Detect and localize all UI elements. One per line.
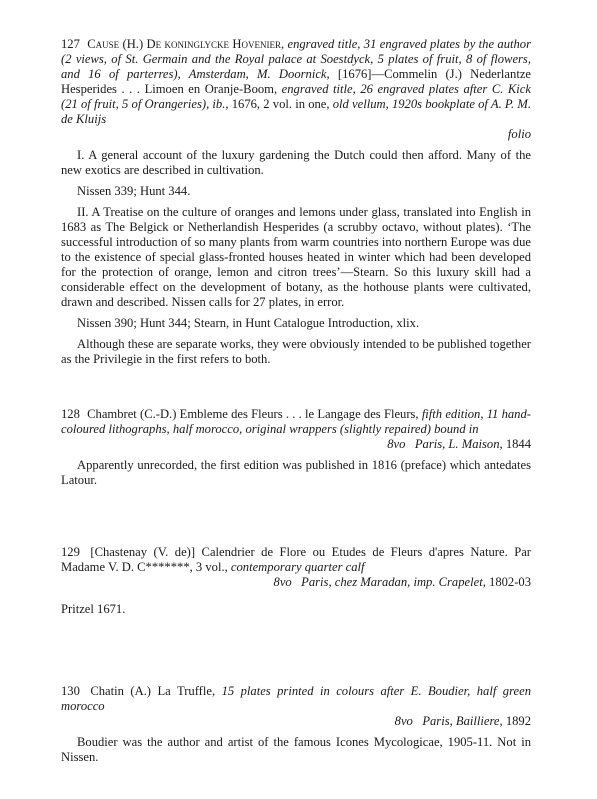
citation [61,37,531,142]
note: Apparently unrecorded, the first edition was published in 1816 (preface) which antedates Latour. [61,458,531,487]
note: Although these are separate works, they were obviously intended to be published together as the Privilegie in the first refers to both. [61,337,531,366]
year: 1844 [505,437,531,451]
format: 8vo [394,714,413,728]
imprint: Paris, L. Maison, [414,437,503,451]
note: Boudier was the author and artist of the famous Icones Mycologicae, 1905-11. Not in Nissen. [61,735,531,764]
author: Cause (H.) [87,37,144,51]
format: folio [507,127,531,141]
entry-number: 127 [61,37,80,51]
title: De koninglycke Hovenier, [146,37,285,51]
format: 8vo [273,575,292,589]
date-and-second-title: [1676]—Commelin (J.) Nederlantze Hesperides . . . Limoen en Oranje-Boom, [61,67,531,96]
citation [61,684,531,729]
binding: contemporary quarter calf [230,560,365,574]
imprint: Paris, Bailliere, [422,714,503,728]
note: I. A general account of the luxury gardening the Dutch could then afford. Many of the new exotics are described in cultivation. [61,148,531,177]
citation [61,545,531,590]
date: 1676, 2 vol. in one, [231,97,330,111]
title: Chatin (A.) La Truffle, [90,684,216,698]
year: 1802-03 [489,575,531,589]
description: engraved title, 26 engraved plates after C. Kick (21 of fruit, 5 of Orangeries), ib., [61,82,531,111]
entry-128 [61,407,531,488]
description: engraved title, 31 engraved plates by the author (2 views, of St. Germain and the Royal palace at Soestdyck, 5 plates of fruit, 8 of flowers, and 16 of parterres), Amsterdam, M. Doornick, [61,37,531,81]
entry-127 [61,37,531,367]
description: fifth edition, 11 hand-coloured lithographs, half morocco, original wrappers (slightly repaired) bound in [61,407,531,436]
title: [Chastenay (V. de)] Calendrier de Flore ou Etudes de Fleurs d'apres Nature. Par Madame V. D. C*******, 3 vol., [61,545,532,574]
imprint-line [61,714,531,729]
imprint-line [61,575,531,590]
citation [61,407,531,452]
entry-number: 130 [61,684,80,698]
note: II. A Treatise on the culture of oranges and lemons under glass, translated into English in 1683 as The Belgick or Netherlandish Hesperides (a scrubby octavo, without plates). ‘The successful introduction of so many plants from warm countries into northern Europe was due to the existence of special glass-fronted houses heated in winter which had been developed for the protection of orange, lemon and citron trees’—Stearn. So this luxury skill had a considerable effect on the development of botany, as the hothouse plants were cultivated, drawn and described. Nissen calls for 27 plates, in error. [61,205,531,309]
format: 8vo [387,437,406,451]
imprint: Paris, chez Maradan, imp. Crapelet, [301,575,486,589]
entry-number: 129 [61,545,80,559]
note: Nissen 390; Hunt 344; Stearn, in Hunt Catalogue Introduction, xlix. [77,316,420,330]
entry-130 [61,684,531,765]
title: Chambret (C.-D.) Embleme des Fleurs . . . le Langage des Fleurs, [87,407,419,421]
note: Pritzel 1671. [61,602,126,616]
year: 1892 [505,714,531,728]
note: Nissen 339; Hunt 344. [77,184,191,198]
imprint-line [61,437,531,452]
entry-number: 128 [61,407,80,421]
binding: old vellum, 1920s bookplate of A. P. M. de Kluijs [61,97,531,126]
description: 15 plates printed in colours after E. Boudier, half green morocco [61,684,531,713]
entry-129 [61,545,531,617]
